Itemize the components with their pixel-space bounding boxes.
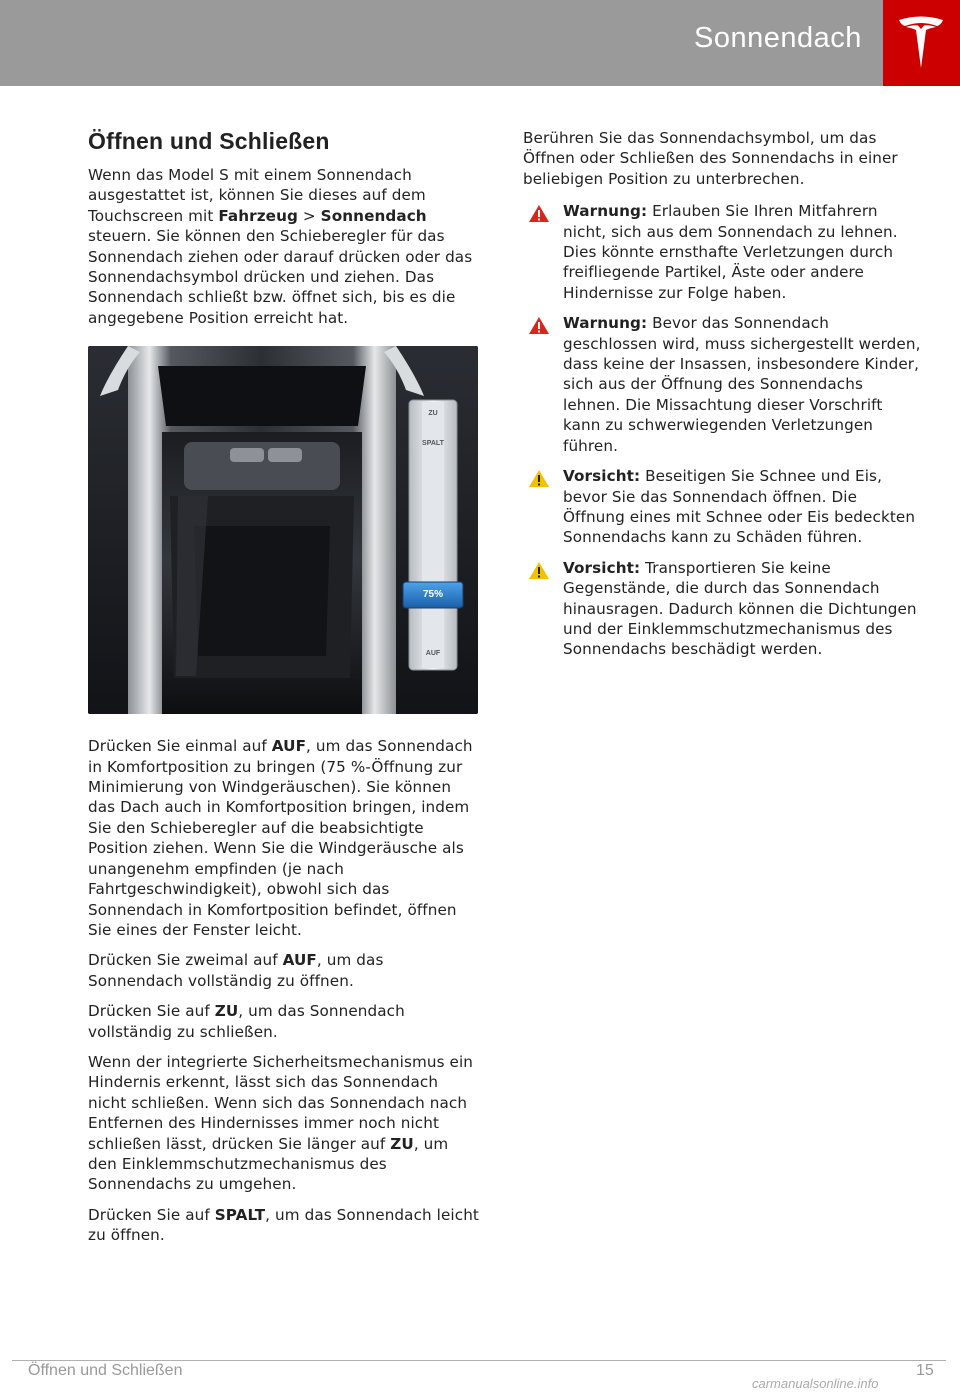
keyword-zu: ZU	[214, 1002, 239, 1021]
right-intro-paragraph: Berühren Sie das Sonnendachsymbol, um das Öffnen oder Schließen des Sonnendachs in einer beliebigen Position zu unterbrechen.	[523, 129, 898, 188]
keyword-zu: ZU	[390, 1134, 414, 1153]
paragraph-safety: Wenn der integrierte Sicherheitsmechanismus ein Hindernis erkennt, lässt sich das Sonnendach nicht schließen. Wenn sich das Sonnendach nach Entfernen des Hindernisses immer noch nicht schließen lässt, drücken Sie länger auf ZU, um den Einklemmschutzmechanismus des Sonnendachs zu umgehen.	[88, 1052, 474, 1194]
paragraph-auf-once: Drücken Sie einmal auf AUF, um das Sonnendach in Komfortposition zu bringen (75 %-Öffnung zur Minimierung von Windgeräuschen). Sie können das Dach auch in Komfortposition bringen, indem Sie den Schieberegler auf die beabsichtigte Position ziehen. Wenn Sie die Windgeräusche als unangenehm empfinden (je nach Fahrtgeschwindigkeit), obwohl sich das Sonnendach in Komfortposition befindet, öffnen Sie eines der Fenster leicht.	[88, 737, 473, 939]
keyword-spalt: SPALT	[214, 1205, 266, 1224]
warning-notice: Warnung: Bevor das Sonnendach geschlossen wird, muss sichergestellt werden, dass keine der Insassen, insbesondere Kinder, sich aus der Öffnung des Sonnendachs lehnen. Die Missachtung dieser Vorschrift kann zu schwerwiegenden Verletzungen führen.	[523, 313, 923, 456]
car-top-view-illustration	[88, 346, 478, 714]
keyword-auf: AUF	[271, 737, 307, 756]
warning-notice: Warnung: Erlauben Sie Ihren Mitfahrern nicht, sich aus dem Sonnendach zu lehnen. Dies könnte ernsthafte Verletzungen durch freifliegende Partikel, Äste oder andere Hindernisse zur Folge haben.	[523, 201, 923, 303]
sunroof-touchscreen-figure	[88, 346, 478, 714]
footer-section-name: Öffnen und Schließen	[28, 1362, 183, 1379]
caution-notice: Vorsicht: Transportieren Sie keine Gegenstände, die durch das Sonnendach hinausragen. Dadurch können die Dichtungen und der Einklemmschutzmechanismus des Sonnendachs beschädigt werden.	[523, 558, 923, 660]
intro-paragraph: Wenn das Model S mit einem Sonnendach ausgestattet ist, können Sie dieses auf dem Touchscreen mit Fahrzeug > Sonnendach steuern. Sie können den Schieberegler für das Sonnendach ziehen oder darauf drücken oder das Sonnendachsymbol drücken und ziehen. Das Sonnendach schließt bzw. öffnet sich, bis es die angegebene Position erreicht hat.	[88, 166, 473, 327]
menu-path-sonnendach: Sonnendach	[320, 206, 427, 225]
section-heading: Öffnen und Schließen	[88, 128, 330, 154]
keyword-auf: AUF	[282, 951, 317, 970]
tesla-logo	[883, 0, 960, 86]
caution-triangle-icon	[528, 561, 550, 580]
caution-triangle-icon	[528, 469, 550, 488]
tesla-logo-icon	[897, 14, 945, 70]
header-title: Sonnendach	[694, 22, 862, 54]
slider-label-auf: AUF	[425, 650, 441, 658]
right-column	[523, 128, 923, 670]
warning-triangle-icon	[528, 316, 550, 335]
slider-label-zu: ZU	[428, 410, 438, 418]
footer-page-number: 15	[916, 1362, 934, 1379]
menu-path-fahrzeug: Fahrzeug	[218, 206, 298, 225]
slider-knob[interactable]	[403, 582, 463, 608]
warning-triangle-icon	[528, 204, 550, 223]
footer-rule	[12, 1360, 946, 1361]
watermark: carmanualsonline.info	[752, 1376, 879, 1391]
slider-label-spalt: SPALT	[422, 440, 444, 448]
paragraph-auf-twice: Drücken Sie zweimal auf AUF, um das Sonnendach vollständig zu öffnen.	[88, 951, 384, 990]
slider-value: 75%	[422, 589, 443, 601]
page-header	[0, 0, 960, 86]
paragraph-spalt: Drücken Sie auf SPALT, um das Sonnendach leicht zu öffnen.	[88, 1205, 479, 1245]
caution-notice: Vorsicht: Beseitigen Sie Schnee und Eis, bevor Sie das Sonnendach öffnen. Die Öffnung eines mit Schnee oder Eis bedeckten Sonnendachs kann zu Schäden führen.	[523, 466, 923, 548]
paragraph-zu: Drücken Sie auf ZU, um das Sonnendach vollständig zu schließen.	[88, 1002, 405, 1041]
left-column	[88, 128, 480, 1256]
